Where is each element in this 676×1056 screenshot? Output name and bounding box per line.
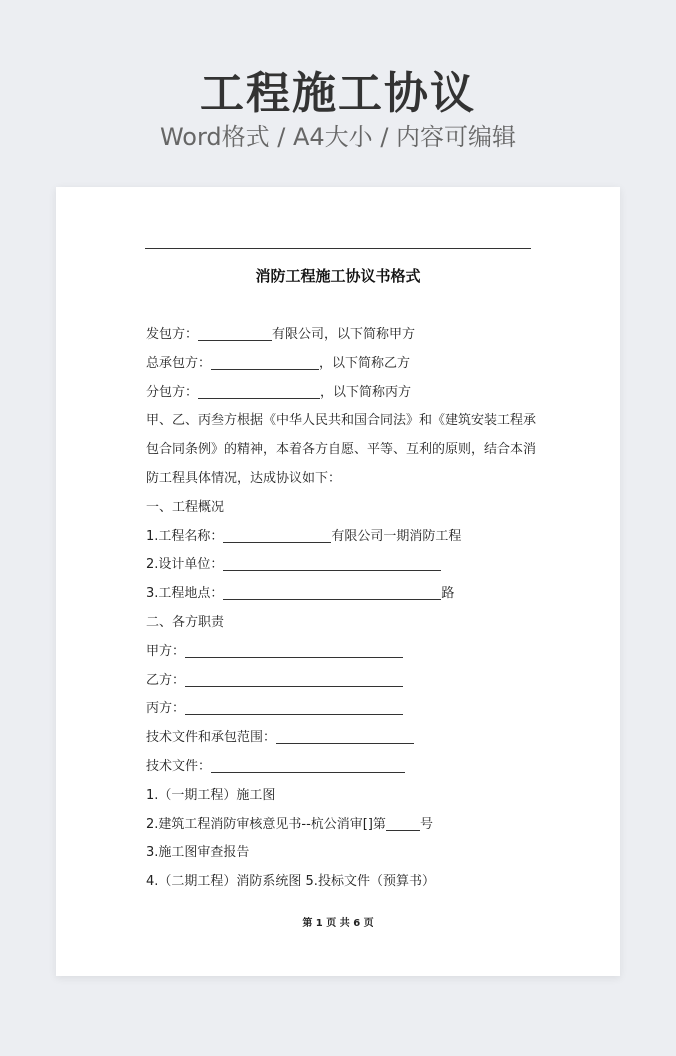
party-c-label: 分包方： [146,384,199,400]
section-heading: 一、工程概况 [146,499,225,515]
design-unit-blank [223,555,441,571]
duty-a-label: 甲方： [146,643,186,659]
item2-prefix: 2.建筑工程消防审核意见书--杭公消审[]第 [146,816,386,832]
duty-c-blank [185,699,403,715]
duty-a-blank [185,642,403,658]
party-c-line [146,379,546,408]
project-name-label: 1.工程名称： [146,528,224,544]
tech-scope-label: 技术文件和承包范围： [146,730,277,746]
list-item [146,811,546,840]
project-name-blank [223,527,331,543]
tech-docs-blank [211,757,405,773]
location-suffix: 路 [441,586,455,602]
tech-docs-label: 技术文件： [146,758,212,774]
document-title: 消防工程施工协议书格式 [255,267,421,285]
duty-b-blank [185,671,403,687]
tech-scope-blank [276,728,414,744]
list-item: 3.施工图审查报告 [146,845,250,861]
paragraph-line: 防工程具体情况，达成协议如下： [146,470,342,486]
design-unit-line [146,551,546,580]
party-c-suffix: ，以下简称丙方 [320,384,412,400]
location-blank [223,584,441,600]
design-unit-label: 2.设计单位： [146,557,224,573]
document-body [146,321,546,897]
duty-c-line [146,695,546,724]
list-item: 1.（一期工程）施工图 [146,787,276,803]
location-line [146,580,546,609]
item2-blank [386,815,420,831]
tech-docs-line [146,753,546,782]
paragraph-line: 包合同条例》的精神，本着各方自愿、平等、互利的原则，结合本消 [146,442,537,458]
page-title: 工程施工协议 [200,68,476,119]
party-b-suffix: ，以下简称乙方 [319,355,411,371]
location-label: 3.工程地点： [146,586,224,602]
list-item: 4.（二期工程）消防系统图 5.投标文件（预算书） [146,874,435,890]
party-a-blank [198,325,272,341]
header-rule [145,248,531,249]
section-heading: 二、各方职责 [146,614,225,630]
party-a-line [146,321,546,350]
page-subtitle: Word格式 / A4大小 / 内容可编辑 [159,123,517,151]
party-b-label: 总承包方： [146,355,212,371]
party-b-line [146,350,546,379]
paragraph-line: 甲、乙、丙叁方根据《中华人民共和国合同法》和《建筑安装工程承 [146,413,537,429]
project-name-suffix: 有限公司一期消防工程 [331,528,462,544]
item2-suffix: 号 [419,816,433,832]
tech-scope-line [146,724,546,753]
duty-b-label: 乙方： [146,672,186,688]
party-b-blank [211,354,319,370]
document-page [56,187,620,976]
project-name-line [146,523,546,552]
duty-c-label: 丙方： [146,701,186,717]
party-a-label: 发包方： [146,327,199,342]
party-a-suffix: 有限公司，以下简称甲方 [272,327,416,342]
duty-a-line [146,638,546,667]
party-c-blank [198,383,320,399]
duty-b-line [146,667,546,696]
page-number: 第 1 页 共 6 页 [302,918,374,929]
